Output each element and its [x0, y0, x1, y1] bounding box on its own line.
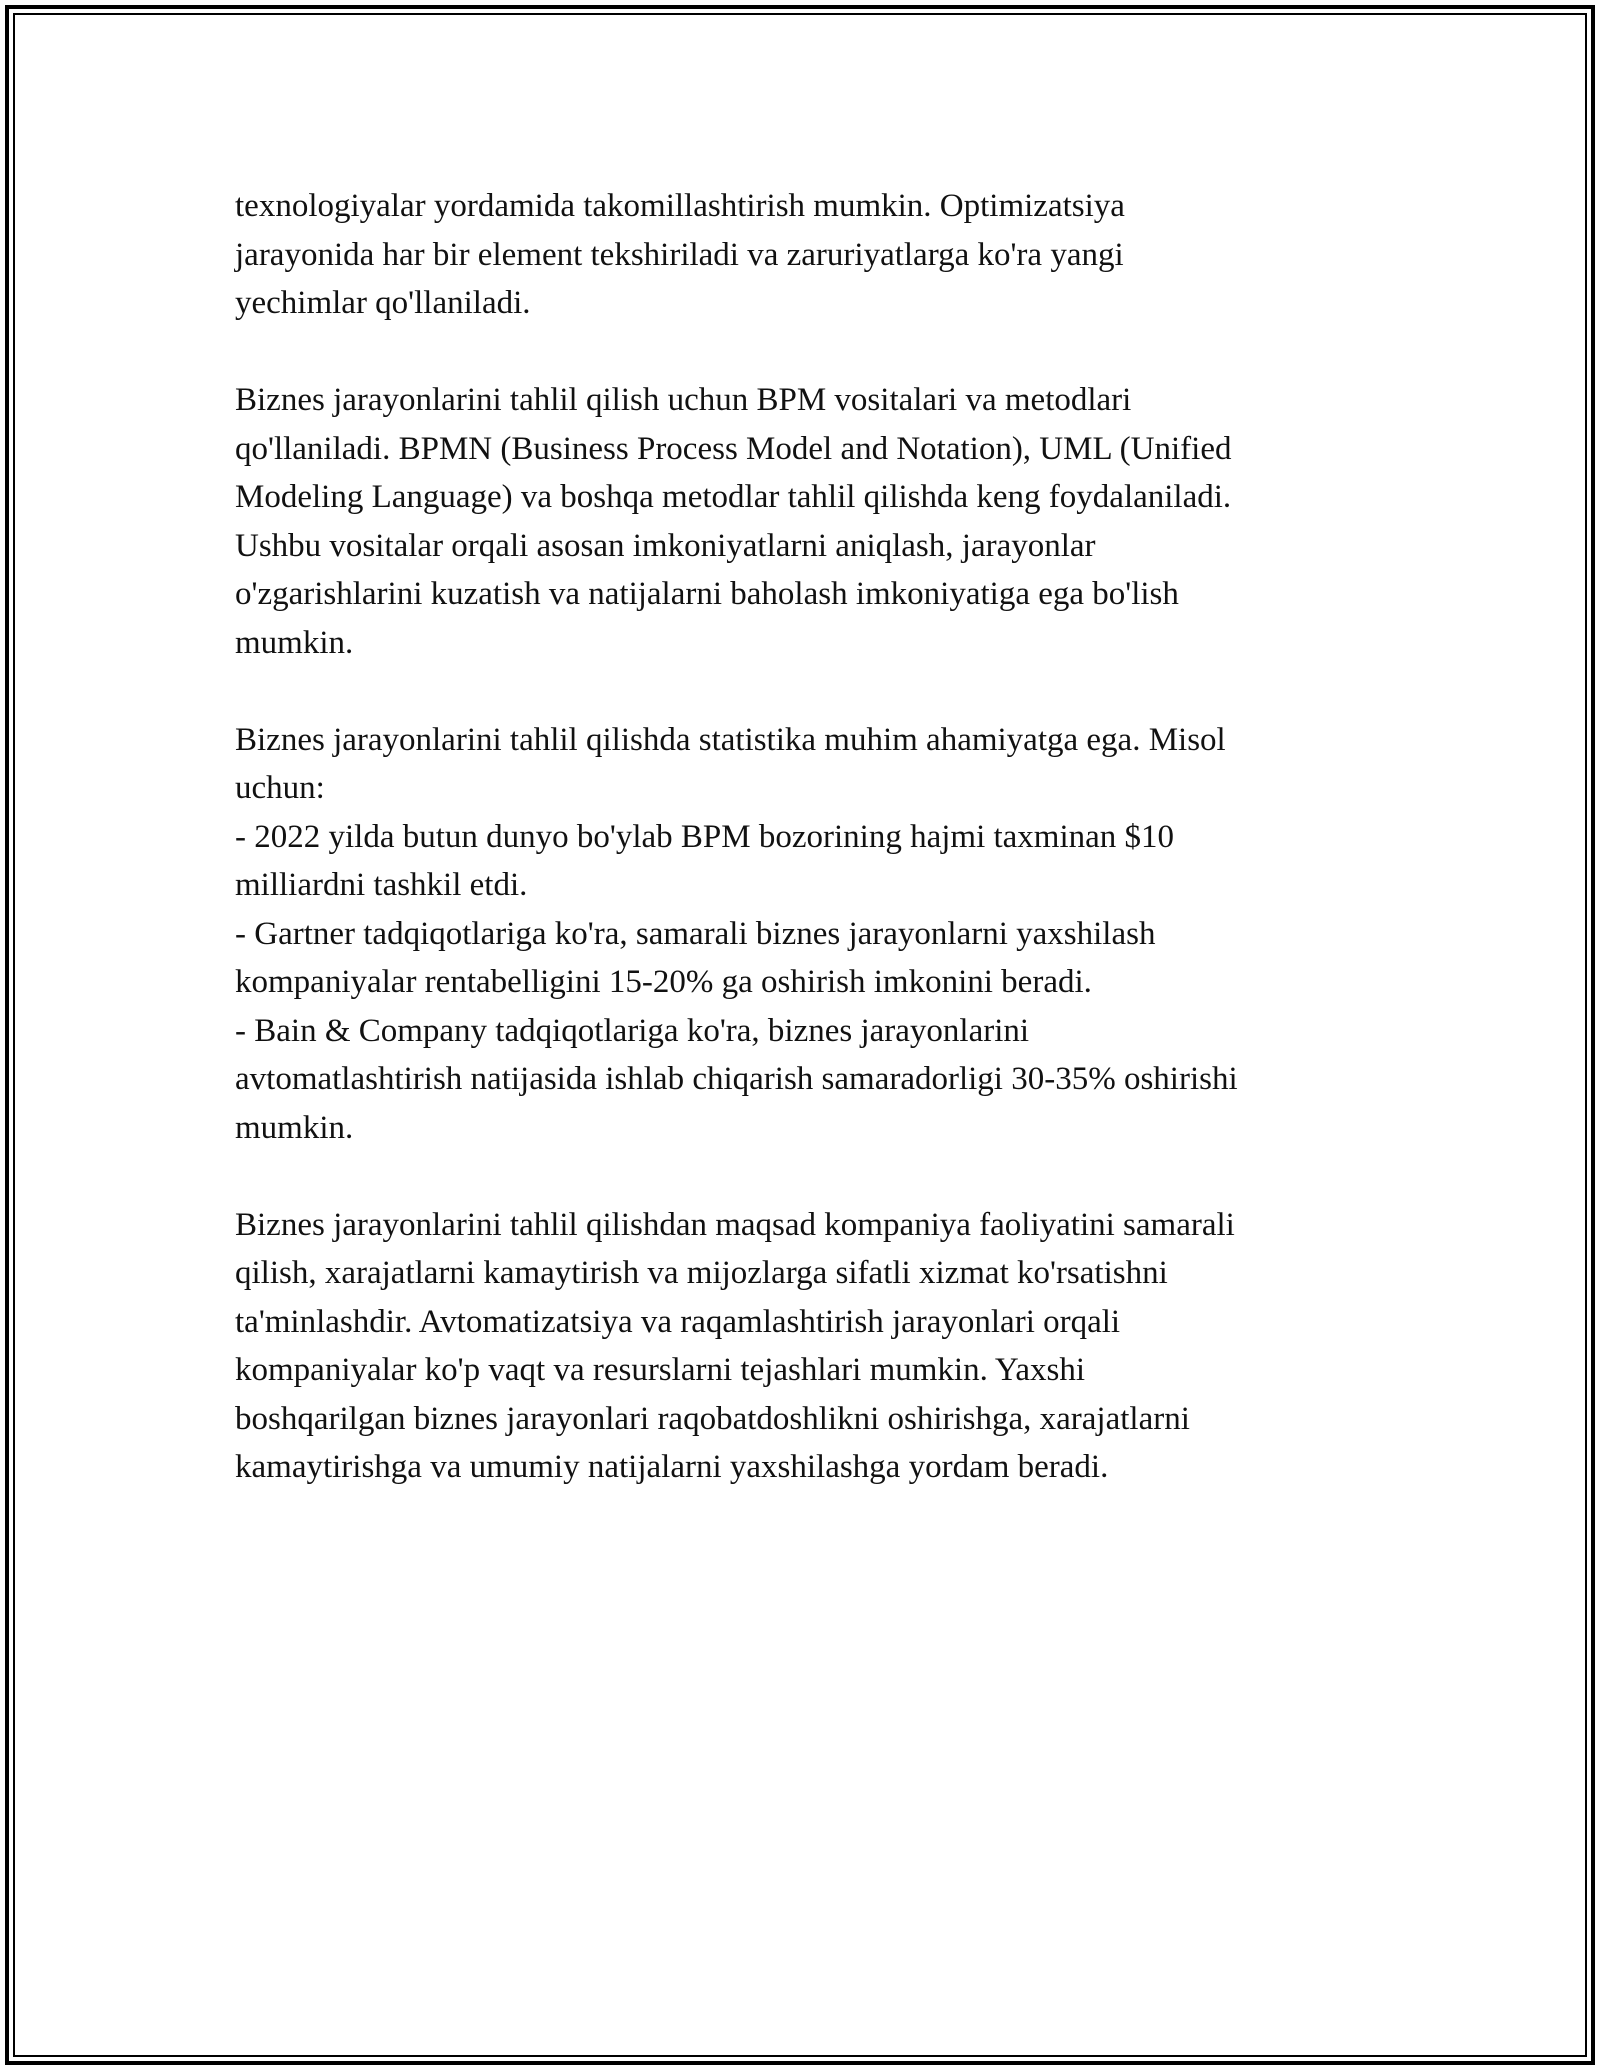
list-item-line: avtomatlashtirish natijasida ishlab chiqarish samaradorligi 30-35% oshirishi — [235, 1061, 1238, 1097]
text-line: qilish, xarajatlarni kamaytirish va mijozlarga sifatli xizmat ko'rsatishni — [235, 1255, 1168, 1291]
text-line: o'zgarishlarini kuzatish va natijalarni baholash imkoniyatiga ega bo'lish — [235, 576, 1179, 612]
text-line: uchun: — [235, 770, 325, 806]
text-line: Ushbu vositalar orqali asosan imkoniyatlarni aniqlash, jarayonlar — [235, 527, 1096, 564]
paragraph-statistics — [235, 716, 1365, 1153]
list-item-line: kompaniyalar rentabelligini 15-20% ga oshirish imkonini beradi. — [235, 964, 1092, 1000]
paragraph-bpm-tools — [235, 376, 1365, 667]
text-line: texnologiyalar yordamida takomillashtirish mumkin. Optimizatsiya — [235, 188, 1125, 224]
list-item-line: - 2022 yilda butun dunyo bo'ylab BPM bozorining hajmi taxminan $10 — [235, 818, 1175, 855]
text-line: ta'minlashdir. Avtomatizatsiya va raqamlashtirish jarayonlari orqali — [235, 1303, 1121, 1340]
list-item-line: mumkin. — [235, 1109, 354, 1146]
text-line: qo'llaniladi. BPMN (Business Process Model and Notation), UML (Unified — [235, 430, 1232, 467]
text-line: Modeling Language) va boshqa metodlar tahlil qilishda keng foydalaniladi. — [235, 479, 1232, 515]
list-item-line: - Bain & Company tadqiqotlariga ko'ra, biznes jarayonlarini — [235, 1012, 1030, 1049]
text-line: mumkin. — [235, 624, 354, 661]
list-item-line: milliardni tashkil etdi. — [235, 867, 528, 903]
text-line: Biznes jarayonlarini tahlil qilish uchun BPM vositalari va metodlari — [235, 382, 1132, 418]
text-line: kamaytirishga va umumiy natijalarni yaxshilashga yordam beradi. — [235, 1449, 1109, 1485]
text-line: boshqarilgan biznes jarayonlari raqobatdoshlikni oshirishga, xarajatlarni — [235, 1400, 1190, 1437]
document-body — [235, 182, 1365, 1540]
paragraph-optimization — [235, 182, 1365, 328]
text-line: yechimlar qo'llaniladi. — [235, 285, 531, 321]
text-line: Biznes jarayonlarini tahlil qilishda statistika muhim ahamiyatga ega. Misol — [235, 721, 1226, 758]
list-item-line: - Gartner tadqiqotlariga ko'ra, samarali biznes jarayonlarni yaxshilash — [235, 915, 1156, 952]
text-line: Biznes jarayonlarini tahlil qilishdan maqsad kompaniya faoliyatini samarali — [235, 1206, 1235, 1243]
text-line: kompaniyalar ko'p vaqt va resurslarni tejashlari mumkin. Yaxshi — [235, 1352, 1086, 1388]
paragraph-goal — [235, 1201, 1365, 1492]
text-line: jarayonida har bir element tekshiriladi va zaruriyatlarga ko'ra yangi — [235, 236, 1124, 273]
